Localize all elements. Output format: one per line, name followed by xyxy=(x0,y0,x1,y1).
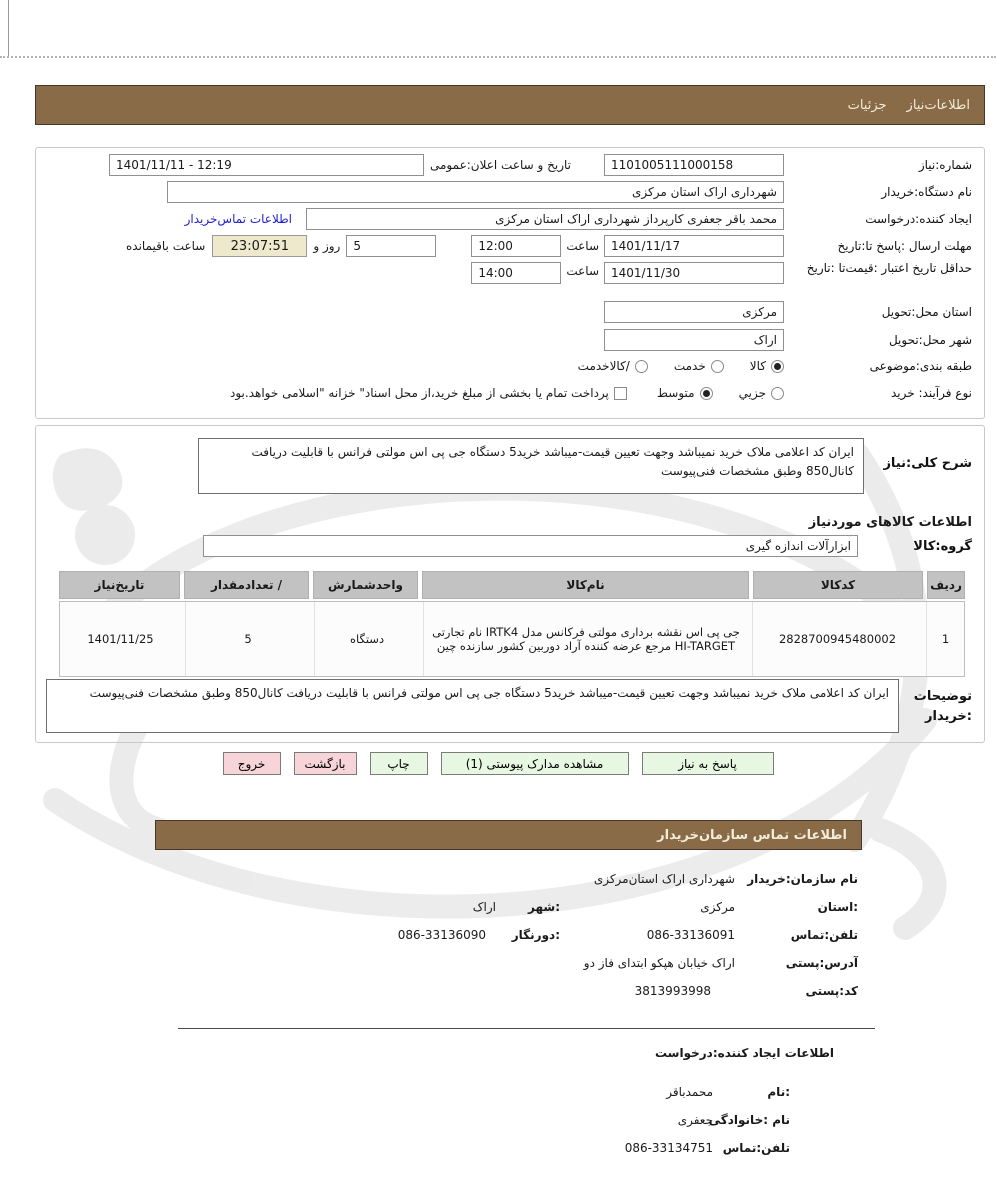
validity-label: حداقل تاریخ اعتبار :قیمت‌تا :تاریخ xyxy=(806,261,972,275)
contact-province-label: :استان xyxy=(817,900,858,914)
cell-row-number: 1 xyxy=(926,602,964,676)
action-buttons xyxy=(35,752,961,775)
radio-goods-label: کالا xyxy=(749,359,766,373)
exit-button[interactable]: خروج xyxy=(223,752,281,775)
section-divider xyxy=(178,1028,875,1029)
announce-label: تاریخ و ساعت اعلان:عمومی xyxy=(430,158,572,172)
col-need-date: تاریخ‌نیاز xyxy=(59,571,180,599)
need-description-value: ایران کد اعلامی ملاک خرید نمیباشد وجهت تعیین قیمت-میباشد خرید5 دستگاه جی پی اس مولتی فرانس با قابلیت دریافت کانال850 وطبق مشخصات فنی‌پیوست xyxy=(251,445,854,478)
contact-address-value: اراک خیابان هپکو ابتدای فاز دو xyxy=(583,956,735,970)
validity-time-value: 14:00 xyxy=(478,266,513,280)
need-number-value: 1101005111000158 xyxy=(611,158,734,172)
delivery-city-field[interactable] xyxy=(604,329,784,351)
days-and-label: روز و xyxy=(313,239,341,253)
radio-goods-services[interactable] xyxy=(635,360,648,373)
deadline-hour-label: ساعت xyxy=(566,239,599,253)
creator-phone-label: تلفن:تماس xyxy=(722,1141,790,1155)
deadline-row xyxy=(46,234,972,258)
classification-row xyxy=(46,356,972,376)
validity-time-field[interactable] xyxy=(471,262,561,284)
need-number-row xyxy=(46,153,972,177)
buyer-contact-title-bar xyxy=(155,820,862,850)
process-type-label: نوع فرآیند: خرید xyxy=(891,386,972,400)
treasury-payment-label: پرداخت تمام یا بخشی از مبلغ خرید،از محل اسناد" خزانه "اسلامی خواهد.بود xyxy=(230,386,609,400)
cell-need-date: 1401/11/25 xyxy=(87,632,154,646)
creator-first-name-value: محمدباقر xyxy=(666,1085,713,1099)
buyer-org-field[interactable] xyxy=(167,181,784,203)
buyer-remarks-value: ایران کد اعلامی ملاک خرید نمیباشد وجهت تعیین قیمت-میباشد خرید5 دستگاه جی پی اس مولتی فرانس با قابلیت دریافت کانال850 وطبق مشخصات فنی‌پیوست xyxy=(89,686,889,700)
radio-services-label: خدمت xyxy=(673,359,706,373)
validity-date-field[interactable] xyxy=(604,262,784,284)
goods-group-row xyxy=(46,534,972,558)
radio-medium[interactable] xyxy=(700,387,713,400)
contact-address-label: آدرس:پستی xyxy=(785,956,858,970)
cell-item-code: 2828700945480002 xyxy=(752,602,922,676)
contact-phone-value: 086-33136091 xyxy=(646,928,735,942)
col-unit: واحدشمارش xyxy=(313,571,418,599)
delivery-province-value: مرکزی xyxy=(742,305,777,319)
delivery-province-row xyxy=(46,300,972,324)
creator-field[interactable] xyxy=(306,208,784,230)
postal-code-value: 3813993998 xyxy=(634,984,711,998)
buyer-remarks-field[interactable] xyxy=(46,679,899,733)
need-items-panel xyxy=(35,425,985,743)
need-number-label: شماره:نیاز xyxy=(918,158,972,172)
delivery-province-field[interactable] xyxy=(604,301,784,323)
contact-province-value: مرکزی xyxy=(700,900,735,914)
announce-value: 1401/11/11 - 12:19 xyxy=(116,158,232,172)
cell-quantity: 5 xyxy=(185,602,310,676)
col-item-code: کدکالا xyxy=(753,571,923,599)
goods-group-label: گروه:کالا xyxy=(913,538,972,554)
left-edge-rule xyxy=(8,0,9,56)
remaining-days-value: 5 xyxy=(353,239,361,253)
buyer-remarks-row xyxy=(46,679,972,733)
validity-hour-label: ساعت xyxy=(566,264,599,278)
deadline-time-value: 12:00 xyxy=(478,239,513,253)
col-row-number: ردیف xyxy=(927,571,965,599)
deadline-time-field[interactable] xyxy=(471,235,561,257)
announce-field[interactable] xyxy=(109,154,424,176)
radio-minor-label: جزیي xyxy=(738,386,766,400)
deadline-label: مهلت ارسال :پاسخ تا:تاریخ xyxy=(837,239,972,253)
col-quantity: / تعدادمقدار xyxy=(184,571,309,599)
contact-fax-value: 086-33136090 xyxy=(397,928,486,942)
tab-details[interactable]: جزئیات xyxy=(847,97,887,113)
contact-city-value: اراک xyxy=(472,900,496,914)
cell-unit: دستگاه xyxy=(314,602,419,676)
creator-info-heading: اطلاعات ایجاد کننده:درخواست xyxy=(654,1046,834,1060)
need-number-field[interactable] xyxy=(604,154,784,176)
tab-bar xyxy=(35,85,985,125)
back-button[interactable]: بازگشت xyxy=(294,752,357,775)
countdown-timer xyxy=(212,235,307,257)
items-table-header xyxy=(59,571,965,599)
deadline-date-value: 1401/11/17 xyxy=(611,239,681,253)
table-row xyxy=(59,601,965,677)
org-name-label: نام سازمان:خریدار xyxy=(747,872,858,886)
respond-button[interactable]: پاسخ به نیاز xyxy=(642,752,774,775)
delivery-province-label: استان محل:تحویل xyxy=(881,305,972,319)
deadline-date-field[interactable] xyxy=(604,235,784,257)
col-item-name: نام‌کالا xyxy=(422,571,749,599)
radio-medium-label: متوسط xyxy=(656,386,695,400)
validity-date-value: 1401/11/30 xyxy=(611,266,681,280)
need-description-field[interactable] xyxy=(198,438,864,494)
cell-item-name: جی پی اس نقشه برداری مولتی فرکانس مدل IRTK4 نام تجارتی HI-TARGET مرجع عرضه کننده آراد دوربین کشور سازنده چین xyxy=(423,602,748,676)
items-table xyxy=(59,571,965,677)
creator-row xyxy=(46,207,972,231)
need-description-row xyxy=(46,438,972,496)
buyer-remarks-label: توضیحات :خریدار xyxy=(913,689,972,724)
treasury-payment-checkbox[interactable] xyxy=(614,387,627,400)
validity-row xyxy=(46,260,972,300)
delivery-city-label: شهر محل:تحویل xyxy=(888,333,972,347)
hours-remaining-label: ساعت باقیمانده xyxy=(126,239,206,253)
org-name-value: شهرداری اراک استان‌مرکزی xyxy=(593,872,735,886)
contact-fax-label: :دورنگار xyxy=(511,928,560,942)
need-header-panel xyxy=(35,147,985,419)
contact-city-label: :شهر xyxy=(528,900,560,914)
goods-group-field[interactable] xyxy=(203,535,858,557)
postal-code-label: کد:پستی xyxy=(805,984,858,998)
buyer-org-row xyxy=(46,180,972,204)
top-dotted-separator xyxy=(0,56,996,58)
need-description-label: شرح کلی:نیاز xyxy=(883,456,972,471)
contact-phone-label: تلفن:تماس xyxy=(790,928,858,942)
radio-goods[interactable] xyxy=(771,360,784,373)
creator-phone-value: 086-33134751 xyxy=(624,1141,713,1155)
buyer-contact-title: اطلاعات تماس سازمان‌خریدار xyxy=(657,827,847,843)
buyer-contact-link[interactable]: اطلاعات تماس‌خریدار xyxy=(184,212,292,226)
goods-group-value: ابزارآلات اندازه گیری xyxy=(745,539,851,553)
view-attachments-button[interactable]: مشاهده مدارک پیوستی (1) xyxy=(441,752,629,775)
creator-last-name-label: نام :خانوادگی xyxy=(708,1113,790,1127)
delivery-city-row xyxy=(46,328,972,352)
radio-goods-services-label: /کالاخدمت xyxy=(577,359,630,373)
remaining-days-field[interactable] xyxy=(346,235,436,257)
radio-minor[interactable] xyxy=(771,387,784,400)
creator-first-name-label: :نام xyxy=(767,1085,790,1099)
creator-value: محمد باقر جعفری کارپرداز شهرداری اراک استان مرکزی xyxy=(495,212,777,226)
delivery-city-value: اراک xyxy=(753,333,777,347)
buyer-org-label: نام دستگاه:خریدار xyxy=(881,185,972,199)
buyer-org-value: شهرداری اراک استان مرکزی xyxy=(632,185,777,199)
items-heading-row xyxy=(46,512,972,532)
creator-last-name-value: جعفری xyxy=(677,1113,713,1127)
items-heading: اطلاعات کالاهای موردنیاز xyxy=(808,514,972,530)
radio-services[interactable] xyxy=(711,360,724,373)
process-type-row xyxy=(46,383,972,403)
tab-need-info[interactable]: اطلاعات‌نیاز xyxy=(906,97,970,113)
print-button[interactable]: چاپ xyxy=(370,752,428,775)
classification-label: طبقه بندی:موضوعی xyxy=(869,359,972,373)
creator-label: ایجاد کننده:درخواست xyxy=(865,212,972,226)
countdown-value: 23:07:51 xyxy=(230,238,290,254)
